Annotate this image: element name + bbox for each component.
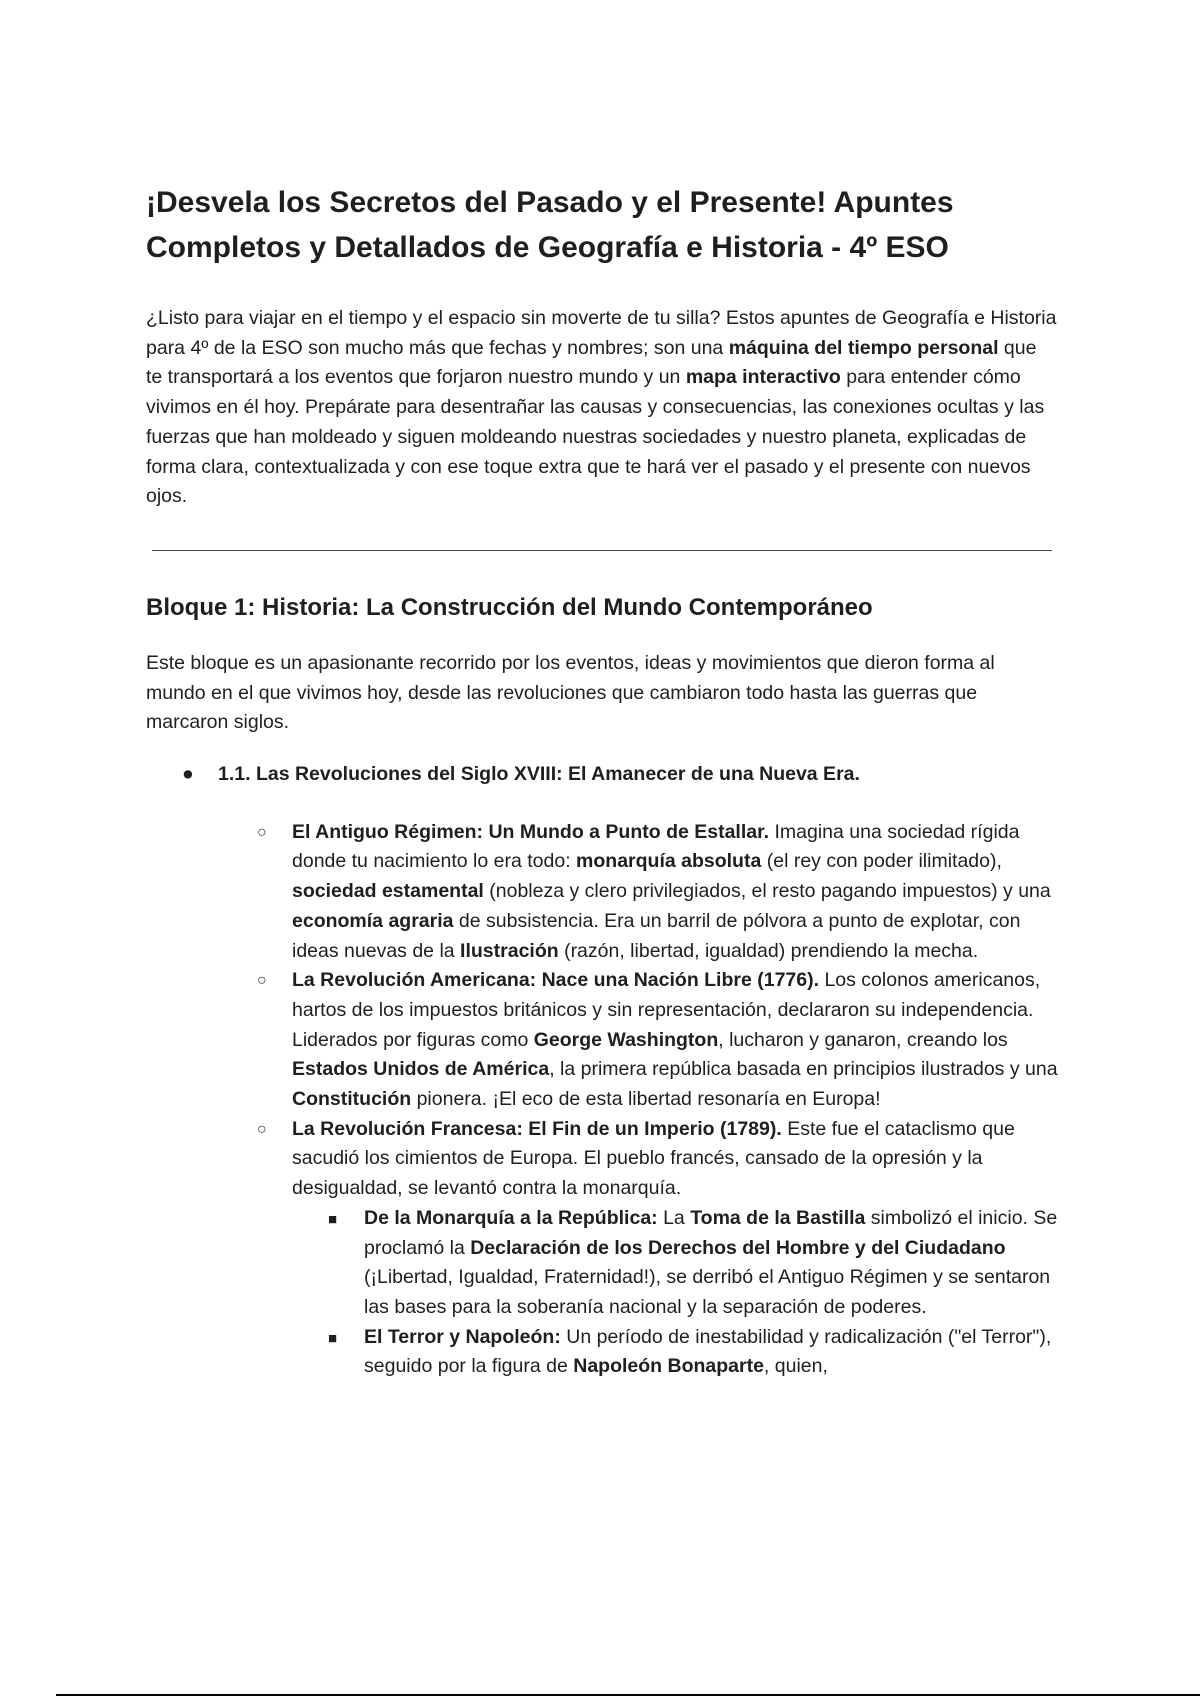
list-item-antiguo-regimen — [257, 818, 1058, 967]
monarquia-text-2: simbolizó el inicio. Se proclamó la — [364, 1206, 1058, 1259]
monarquia-text-3: (¡Libertad, Igualdad, Fraternidad!), se derribó el Antiguo Régimen y se sentaron las bases para la soberanía nacional y la separación de poderes. — [364, 1266, 1051, 1318]
section-1-1-title: 1.1. Las Revoluciones del Siglo XVIII: El Amanecer de una Nueva Era. — [218, 763, 860, 786]
hollow-circle-bullet-icon: ○ — [257, 823, 267, 841]
intro-paragraph — [146, 304, 1058, 512]
terror-bold-2: Napoleón Bonaparte — [573, 1355, 764, 1378]
monarquia-text-1: La — [657, 1206, 691, 1229]
intro-bold-1: máquina del tiempo personal — [728, 336, 999, 359]
intro-bold-2: mapa interactivo — [685, 366, 841, 389]
hollow-circle-bullet-icon: ○ — [257, 972, 267, 990]
monarquia-bold-2: Toma de la Bastilla — [690, 1206, 866, 1229]
francesa-bold-1: La Revolución Francesa: El Fin de un Imperio (1789). — [292, 1117, 782, 1140]
americana-bold-3: Estados Unidos de América — [292, 1058, 550, 1081]
antiguo-text-5: (razón, libertad, igualdad) prendiendo la mecha. — [558, 939, 979, 962]
bloque1-intro: Este bloque es un apasionante recorrido por los eventos, ideas y movimientos que dieron forma al mundo en el que vivimos hoy, desde las revoluciones que cambiaron todo hasta las guerras que marcaron siglos. — [146, 651, 995, 734]
intro-text-3: para entender cómo vivimos en él hoy. Prepárate para desentrañar las causas y consecuencias, las conexiones ocultas y las fuerzas que han moldeado y siguen moldeando nuestras sociedades y nuestro planeta, explicadas de forma clara, contextualizada y con ese toque extra que te hará ver el pasado y el presente con nuevos ojos. — [146, 366, 1045, 508]
list-item-revolucion-americana — [257, 966, 1058, 1115]
francesa-text-1: Este fue el cataclismo que sacudió los cimientos de Europa. El pueblo francés, cansado de la opresión y la desigualdad, se levantó contra la monarquía. — [292, 1117, 1015, 1200]
monarquia-bold-1: De la Monarquía a la República: — [364, 1206, 658, 1229]
intro-text-1: ¿Listo para viajar en el tiempo y el espacio sin moverte de tu silla? Estos apuntes de Geografía e Historia para 4º de la ESO son mucho más que fechas y nombres; son una — [146, 307, 1057, 359]
square-bullet-icon: ■ — [328, 1329, 338, 1347]
page-bottom-border — [56, 1694, 1200, 1696]
americana-text-3: , la primera república basada en principios ilustrados y una — [549, 1058, 1058, 1081]
list-item-section-1-1 — [182, 760, 1058, 790]
square-bullet-icon: ■ — [328, 1210, 338, 1228]
antiguo-text-1: Imagina una sociedad rígida donde tu nacimiento lo era todo: — [292, 820, 1020, 873]
subsublist — [328, 1204, 1058, 1382]
list-item-terror-napoleon — [328, 1323, 1058, 1382]
americana-bold-2: George Washington — [533, 1028, 719, 1051]
terror-text-2: , quien, — [763, 1355, 828, 1378]
antiguo-text-2: (el rey con poder ilimitado), — [761, 850, 1002, 873]
monarquia-bold-3: Declaración de los Derechos del Hombre y del Ciudadano — [470, 1236, 1006, 1259]
filled-circle-bullet-icon: ● — [182, 763, 194, 786]
document-page — [146, 180, 1058, 1382]
americana-text-1: Los colonos americanos, hartos de los impuestos británicos y sin representación, declararon su independencia. Liderados por figuras como — [292, 969, 1041, 1051]
list-item-monarquia-republica — [328, 1204, 1058, 1323]
sublist — [257, 818, 1058, 1382]
americana-bold-1: La Revolución Americana: Nace una Nación Libre (1776). — [292, 969, 820, 992]
americana-bold-4: Constitución — [292, 1088, 412, 1111]
document-title: ¡Desvela los Secretos del Pasado y el Presente! Apuntes Completos y Detallados de Geografía e Historia - 4º ESO — [146, 186, 954, 264]
antiguo-bold-1: El Antiguo Régimen: Un Mundo a Punto de Estallar. — [292, 820, 770, 843]
antiguo-bold-3: sociedad estamental — [292, 880, 484, 903]
hollow-circle-bullet-icon: ○ — [257, 1120, 267, 1138]
antiguo-bold-4: economía agraria — [292, 909, 454, 932]
bloque1-heading: Bloque 1: Historia: La Construcción del Mundo Contemporáneo — [146, 593, 873, 621]
terror-bold-1: El Terror y Napoleón: — [364, 1325, 561, 1348]
terror-text-1: Un período de inestabilidad y radicalización ("el Terror"), seguido por la figura de — [364, 1325, 1052, 1378]
horizontal-divider — [152, 550, 1052, 551]
antiguo-text-4: de subsistencia. Era un barril de pólvora a punto de explotar, con ideas nuevas de la — [292, 909, 1021, 962]
antiguo-bold-5: Ilustración — [460, 939, 559, 962]
antiguo-bold-2: monarquía absoluta — [576, 850, 762, 873]
americana-text-4: pionera. ¡El eco de esta libertad resonaría en Europa! — [411, 1088, 881, 1111]
antiguo-text-3: (nobleza y clero privilegiados, el resto pagando impuestos) y una — [483, 880, 1051, 903]
list-item-revolucion-francesa — [257, 1115, 1058, 1204]
intro-text-2: que te transportará a los eventos que forjaron nuestro mundo y un — [146, 336, 1037, 389]
americana-text-2: , lucharon y ganaron, creando los — [718, 1028, 1008, 1051]
